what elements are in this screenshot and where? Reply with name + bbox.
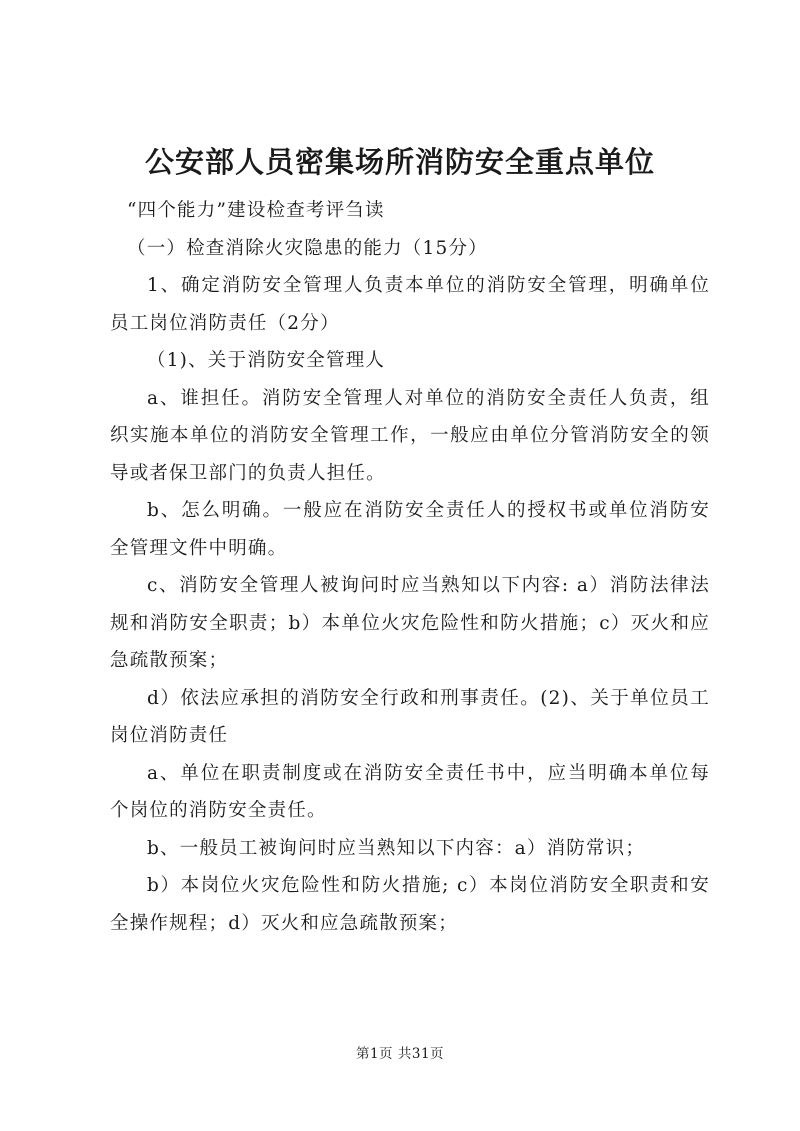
paragraph-item-1: 1、确定消防安全管理人负责本单位的消防安全管理，明确单位员工岗位消防责任（2分）: [110, 275, 710, 334]
page-number-footer: 第1页 共31页: [355, 1046, 445, 1062]
paragraph-post-responsibility: a、单位在职责制度或在消防安全责任书中，应当明确本单位每个岗位的消防安全责任。: [110, 762, 710, 821]
paragraph-subheading-1: （1)、关于消防安全管理人: [147, 350, 386, 371]
paragraph-employee-knowledge-cont: b）本岗位火灾危险性和防火措施; c）本岗位消防安全职责和安全操作规程；d）灭火和应急疏散预案；: [110, 875, 710, 934]
paragraph-section-heading: （一）检查消除火灾隐患的能力（15分）: [127, 237, 488, 259]
paragraph-how-specify: b、怎么明确。一般应在消防安全责任人的授权书或单位消防安全管理文件中明确。: [110, 500, 710, 559]
document-body: [110, 192, 710, 942]
paragraph-knowledge-manager: c、消防安全管理人被询问时应当熟知以下内容: a）消防法律法规和消防安全职责；b）本单位火灾危险性和防火措施；c）灭火和应急疏散预案；: [110, 575, 710, 671]
document-title: 公安部人员密集场所消防安全重点单位: [144, 145, 655, 179]
paragraph-subtitle: “四个能力”建设检查考评刍读: [127, 200, 385, 221]
paragraph-who-serves: a、谁担任。消防安全管理人对单位的消防安全责任人负责，组织实施本单位的消防安全管理工作，一般应由单位分管消防安全的领导或者保卫部门的负责人担任。: [110, 387, 710, 484]
paragraph-employee-knowledge: b、一般员工被询问时应当熟知以下内容：a）消防常识；: [147, 837, 646, 859]
paragraph-legal-responsibility: d）依法应承担的消防安全行政和刑事责任。(2)、关于单位员工岗位消防责任: [110, 687, 710, 746]
